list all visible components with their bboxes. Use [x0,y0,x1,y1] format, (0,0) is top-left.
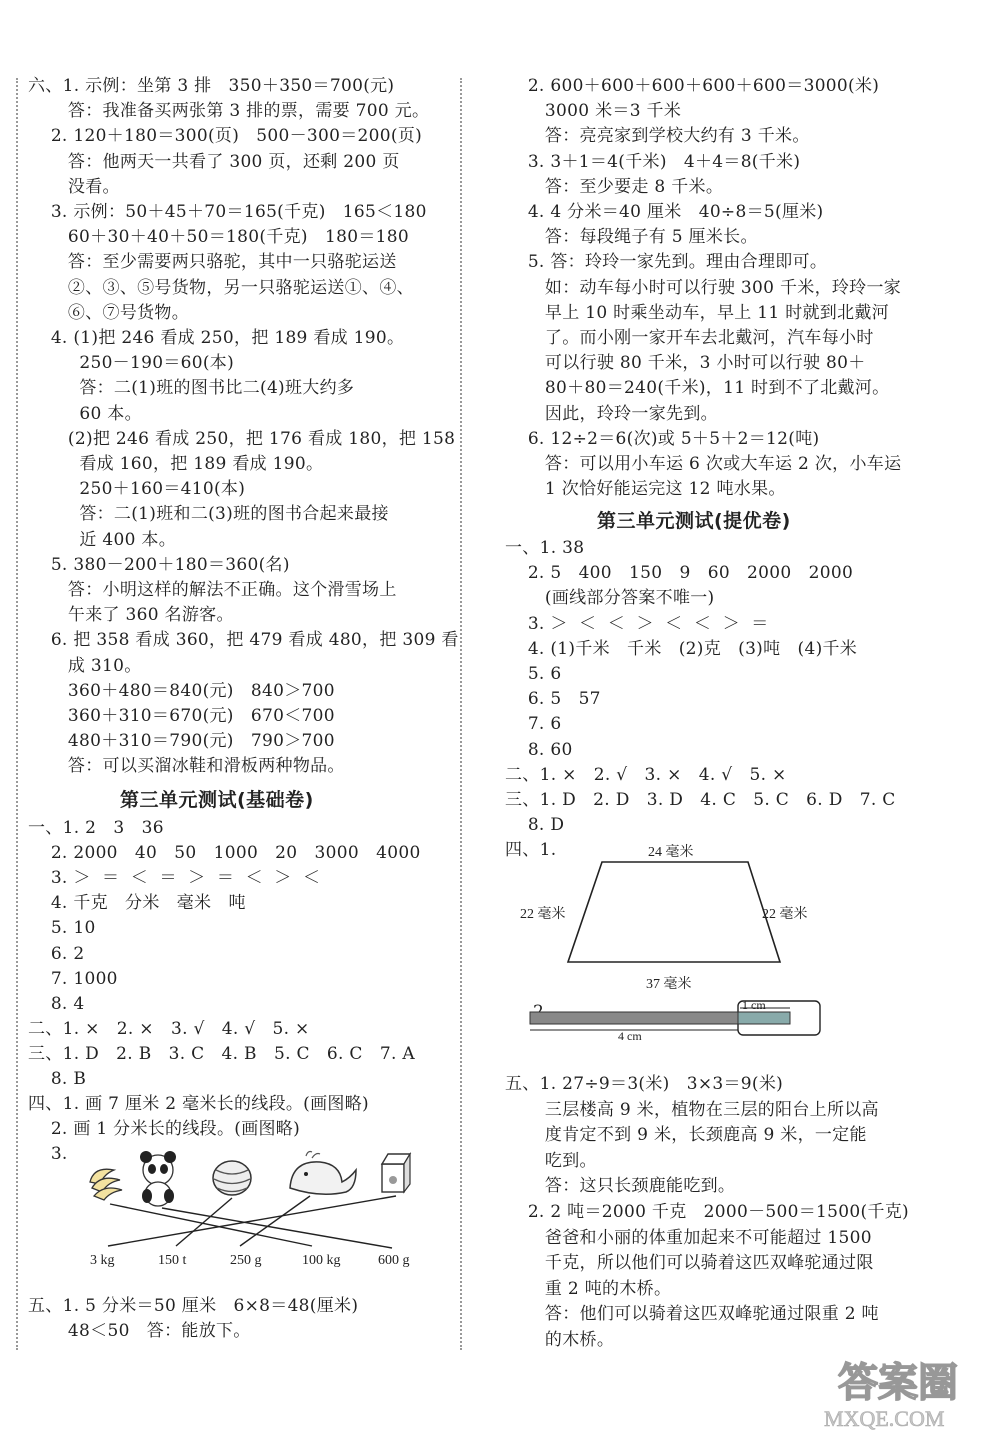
answer-line: 3. [28,1144,68,1165]
whale-icon [290,1152,356,1195]
answer-line: 五、1. 5 分米＝50 厘米 6×8＝48(厘米) [28,1296,359,1316]
answer-line: 2. 2 吨＝2000 千克 2000－500＝1500(千克) [505,1202,909,1222]
answer-line: 近 400 本。 [28,530,176,550]
answer-line: 1 次恰好能运完这 12 吨水果。 [505,479,786,499]
answer-line: 6. 5 57 [505,689,601,710]
answer-line: 2. 2000 40 50 1000 20 3000 4000 [28,843,421,864]
answer-line: 吃到。 [505,1150,597,1171]
bar-small-label: 1 cm [742,998,766,1012]
answer-line: 答：每段绳子有 5 厘米长。 [505,227,758,247]
weight-label: 150 t [158,1253,187,1268]
answer-line: 六、1. 示例：坐第 3 排 350＋350＝700(元) [28,76,395,96]
trapezoid-figure [520,840,820,1000]
answer-line: 8. D [505,815,565,836]
answer-line: 答：这只长颈鹿能吃到。 [505,1176,736,1197]
answer-line: 6. 2 [28,943,85,964]
answer-line: 看成 160，把 189 看成 190。 [28,454,324,474]
answer-line: 4. 千克 分米 毫米 吨 [28,893,246,914]
answer-line: 5. 6 [505,664,562,684]
answer-line: 2. 画 1 分米长的线段。(画图略) [28,1119,301,1140]
column-divider [460,78,462,1350]
answer-line: 7. 1000 [28,968,118,989]
watermelon-icon [213,1161,251,1195]
matching-figure [80,1148,430,1270]
answer-line: 250－190＝60(本) [28,353,235,373]
answer-line: 2. 120＋180＝300(页) 500－300＝200(页) [28,126,423,146]
answer-line: 5. 380－200＋180＝360(名) [28,555,290,575]
answer-line: 一、1. 2 3 36 [28,818,164,838]
answer-line: 因此，玲玲一家先到。 [505,404,718,424]
answer-line: 午来了 360 名游客。 [28,605,234,625]
weight-label: 3 kg [90,1253,115,1268]
section-heading: 第三单元测试(基础卷) [120,789,314,811]
answer-line: 答：至少需要两只骆驼，其中一只骆驼运送 [28,252,397,272]
answer-line: 2. 5 400 150 9 60 2000 2000 [505,563,854,584]
answer-line: 千克，所以他们可以骑着这匹双峰驼通过限 [505,1253,874,1274]
answer-line: 答：二(1)班和二(3)班的图书合起来最接 [28,504,389,524]
trapezoid-right-label: 22 毫米 [762,907,808,922]
panda-icon [140,1151,176,1206]
answer-line: 2. 600＋600＋600＋600＋600＝3000(米) [505,76,880,96]
banana-icon [90,1169,122,1200]
answer-line: 360＋480＝840(元) 840＞700 [28,681,335,701]
answer-line: 没看。 [28,177,120,197]
answer-line: 3. 示例：50＋45＋70＝165(千克) 165＜180 [28,202,427,222]
bar-figure [528,998,838,1042]
answer-line: 如：动车每小时可以行驶 300 千米，玲玲一家 [505,278,902,298]
answer-line: 二、1. × 2. √ 3. × 4. √ 5. × [505,764,787,785]
answer-line: 四、1. [505,840,557,861]
answer-line: 重 2 吨的木桥。 [505,1278,672,1299]
answer-line: (2)把 246 看成 250，把 176 看成 180，把 158 [28,429,456,449]
answer-line: 三、1. D 2. B 3. C 4. B 5. C 6. C 7. A [28,1043,415,1064]
answer-line: ⑥、⑦号货物。 [28,303,190,323]
answer-line: 的木桥。 [505,1330,615,1350]
answer-line: 答：小明这样的解法不正确。这个滑雪场上 [28,580,397,600]
answer-line: (画线部分答案不唯一) [505,588,715,609]
answer-line: 答：至少要走 8 千米。 [505,177,724,197]
answer-line: 一、1. 38 [505,538,585,558]
answer-line: 8. 60 [505,739,573,760]
answer-line: 480＋310＝790(元) 790＞700 [28,731,335,751]
answer-line: 答：我准备买两张第 3 排的票，需要 700 元。 [28,101,430,121]
trapezoid-top-label: 24 毫米 [648,845,694,860]
answer-line: 三、1. D 2. D 3. D 4. C 5. C 6. D 7. C [505,790,896,810]
answer-line: 可以行驶 80 千米，3 小时可以行驶 80＋ [505,353,866,373]
answer-line: 早上 10 时乘坐动车，早上 11 时就到北戴河 [505,303,890,323]
answer-line: 五、1. 27÷9＝3(米) 3×3＝9(米) [505,1074,784,1094]
watermark-logo [818,1346,986,1434]
trapezoid-left-label: 22 毫米 [520,907,566,922]
answer-line: 了。而小刚一家开车去北戴河，汽车每小时 [505,328,874,348]
answer-line: 60＋30＋40＋50＝180(千克) 180＝180 [28,227,409,247]
answer-line: 48＜50 答：能放下。 [28,1321,251,1341]
answer-line: 答：他们可以骑着这匹双峰驼通过限重 2 吨 [505,1304,879,1325]
answer-line: 80＋80＝240(千米)，11 时到不了北戴河。 [505,378,890,398]
answer-line: 答：他两天一共看了 300 页，还剩 200 页 [28,152,400,172]
watermark-url: MXQE.COM [824,1406,945,1431]
answer-line: 爸爸和小丽的体重加起来不可能超过 1500 [505,1227,872,1248]
weight-label: 600 g [378,1253,410,1268]
answer-line: 3000 米＝3 千米 [505,101,682,121]
section-heading: 第三单元测试(提优卷) [597,510,791,532]
answer-line: 度肯定不到 9 米，长颈鹿高 9 米，一定能 [505,1125,867,1146]
weight-label: 100 kg [302,1253,341,1268]
answer-line: 3. ＞ ＝ ＜ ＝ ＞ ＝ ＜ ＞ ＜ [28,868,321,889]
answer-line: 6. 把 358 看成 360，把 479 看成 480，把 309 看 [28,630,459,650]
answer-line: 250＋160＝410(本) [28,479,246,499]
answer-line: 3. ＞ ＜ ＜ ＞ ＜ ＜ ＞ ＝ [505,613,769,634]
answer-line: 二、1. × 2. × 3. √ 4. √ 5. × [28,1018,310,1039]
answer-line: 5. 答：玲玲一家先到。理由合理即可。 [505,252,828,272]
answer-line: 答：可以买溜冰鞋和滑板两种物品。 [28,756,345,776]
trapezoid-bottom-label: 37 毫米 [646,977,692,992]
answer-line: 4. 4 分米＝40 厘米 40÷8＝5(厘米) [505,202,824,222]
answer-line: 7. 6 [505,714,562,735]
svg-text:答案圈: 答案圈 [838,1360,958,1405]
answer-line: ②、③、⑤号货物，另一只骆驼运送①、④、 [28,278,414,298]
answer-line: 答：二(1)班的图书比二(4)班大约多 [28,378,355,398]
answer-line: 四、1. 画 7 厘米 2 毫米长的线段。(画图略) [28,1094,369,1115]
answer-line: 3. 3＋1＝4(千米) 4＋4＝8(千米) [505,152,801,172]
answer-line: 三层楼高 9 米，植物在三层的阳台上所以高 [505,1099,879,1120]
milk-box-icon [382,1154,410,1192]
answer-line: 6. 12÷2＝6(次)或 5＋5＋2＝12(吨) [505,429,820,449]
answer-line: 答：亮亮家到学校大约有 3 千米。 [505,126,810,146]
answer-line: 答：可以用小车运 6 次或大车运 2 次，小车运 [505,454,902,474]
answer-line: 360＋310＝670(元) 670＜700 [28,706,335,726]
left-margin-divider [16,78,18,1350]
answer-line: 4. (1)把 246 看成 250，把 189 看成 190。 [28,328,405,348]
bar-big-label: 4 cm [618,1029,642,1042]
weight-label: 250 g [230,1253,262,1268]
answer-line: 8. B [28,1069,87,1089]
answer-line: 4. (1)千米 千米 (2)克 (3)吨 (4)千米 [505,638,858,659]
answer-line: 5. 10 [28,918,96,939]
answer-line: 8. 4 [28,993,85,1014]
answer-line: 60 本。 [28,404,142,424]
answer-line: 成 310。 [28,656,142,676]
